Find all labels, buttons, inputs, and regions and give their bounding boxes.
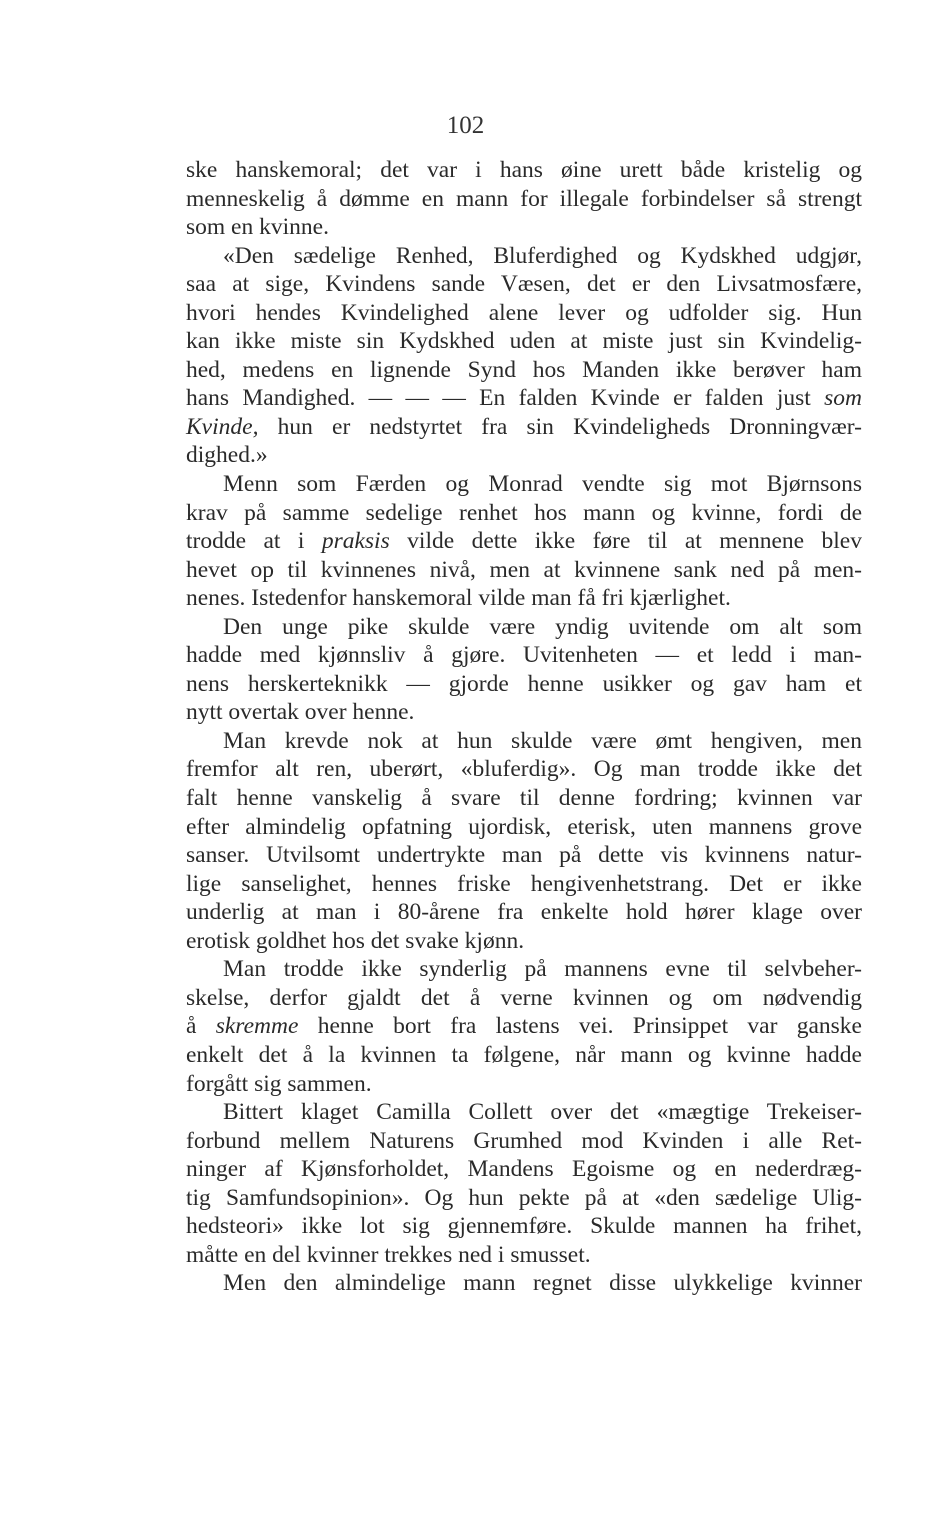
- text-line: lige sanselighet, hennes friske hengivenhetstrang. Det er ikke: [186, 870, 862, 897]
- text-line: forgått sig sammen.: [186, 1070, 372, 1097]
- text-line: Man krevde nok at hun skulde være ømt hengiven, men: [223, 727, 862, 754]
- text-line: tig Samfundsopinion». Og hun pekte på at «den sædelige Ulig-: [186, 1184, 862, 1211]
- text-line: måtte en del kvinner trekkes ned i smusset.: [186, 1241, 591, 1268]
- page-number: 102: [446, 112, 485, 139]
- text-line: ninger af Kjønsforholdet, Mandens Egoisme og en nederdræg-: [186, 1156, 862, 1183]
- text-line: Man trodde ikke synderlig på mannens evne til selvbeher-: [223, 956, 862, 983]
- text-line: menneskelig å dømme en mann for illegale forbindelser så strengt: [186, 185, 862, 212]
- text-line: ske hanskemoral; det var i hans øine urett både kristelig og: [186, 157, 862, 183]
- text-line: underlig at man i 80-årene fra enkelte hold hører klage over: [186, 899, 862, 926]
- text-line: å skremme henne bort fra lastens vei. Prinsippet var ganske: [186, 1013, 862, 1040]
- text-line: hevet op til kvinnenes nivå, men at kvinnene sank ned på men-: [186, 556, 862, 583]
- text-line: nenes. Istedenfor hanskemoral vilde man få fri kjærlighet.: [186, 585, 731, 612]
- text-line: hadde med kjønnsliv å gjøre. Uvitenheten — et ledd i man-: [186, 642, 862, 669]
- text-line: Menn som Færden og Monrad vendte sig mot Bjørnsons: [223, 471, 862, 498]
- text-line: forbund mellem Naturens Grumhed mod Kvinden i alle Ret-: [186, 1127, 862, 1154]
- text-line: hed, medens en lignende Synd hos Manden ikke berøver ham: [186, 356, 862, 383]
- text-line: nytt overtak over henne.: [186, 699, 415, 726]
- text-line: enkelt det å la kvinnen ta følgene, når mann og kvinne hadde: [186, 1041, 862, 1068]
- text-line: Kvinde, hun er nedstyrtet fra sin Kvindeligheds Dronningvær-: [186, 413, 862, 440]
- text-line: trodde at i praksis vilde dette ikke føre til at mennene blev: [186, 528, 862, 555]
- text-line: nens herskerteknikk — gjorde henne usikker og gav ham et: [186, 670, 862, 697]
- text-line: Den unge pike skulde være yndig uvitende om alt som: [223, 613, 862, 640]
- text-line: Bittert klaget Camilla Collett over det «mægtige Trekeiser-: [223, 1099, 862, 1126]
- text-line: sanser. Utvilsomt undertrykte man på dette vis kvinnens natur-: [186, 842, 862, 869]
- text-line: hvori hendes Kvindelighed alene lever og udfolder sig. Hun: [186, 299, 862, 326]
- text-line: hans Mandighed. — — — En falden Kvinde er falden just som: [186, 385, 862, 412]
- text-line: Men den almindelige mann regnet disse ulykkelige kvinner: [223, 1270, 862, 1297]
- text-line: kan ikke miste sin Kydskhed uden at miste just sin Kvindelig-: [186, 328, 862, 355]
- text-line: dighed.»: [186, 442, 268, 469]
- text-line: skelse, derfor gjaldt det å verne kvinnen og om nødvendig: [186, 984, 862, 1011]
- body-text: [186, 156, 862, 1298]
- text-line: som en kvinne.: [186, 214, 329, 241]
- text-line: krav på samme sedelige renhet hos mann og kvinne, fordi de: [186, 499, 862, 526]
- text-line: falt henne vanskelig å svare til denne fordring; kvinnen var: [186, 785, 862, 812]
- text-line: «Den sædelige Renhed, Bluferdighed og Kydskhed udgjør,: [223, 242, 862, 269]
- text-line: saa at sige, Kvindens sande Væsen, det er den Livsatmosfære,: [186, 271, 862, 298]
- text-line: hedsteori» ikke lot sig gjennemføre. Skulde mannen ha frihet,: [186, 1213, 862, 1240]
- text-line: erotisk goldhet hos det svake kjønn.: [186, 927, 525, 954]
- text-line: fremfor alt ren, uberørt, «bluferdig». Og man trodde ikke det: [186, 756, 862, 783]
- text-line: efter almindelig opfatning ujordisk, eterisk, uten mannens grove: [186, 813, 862, 840]
